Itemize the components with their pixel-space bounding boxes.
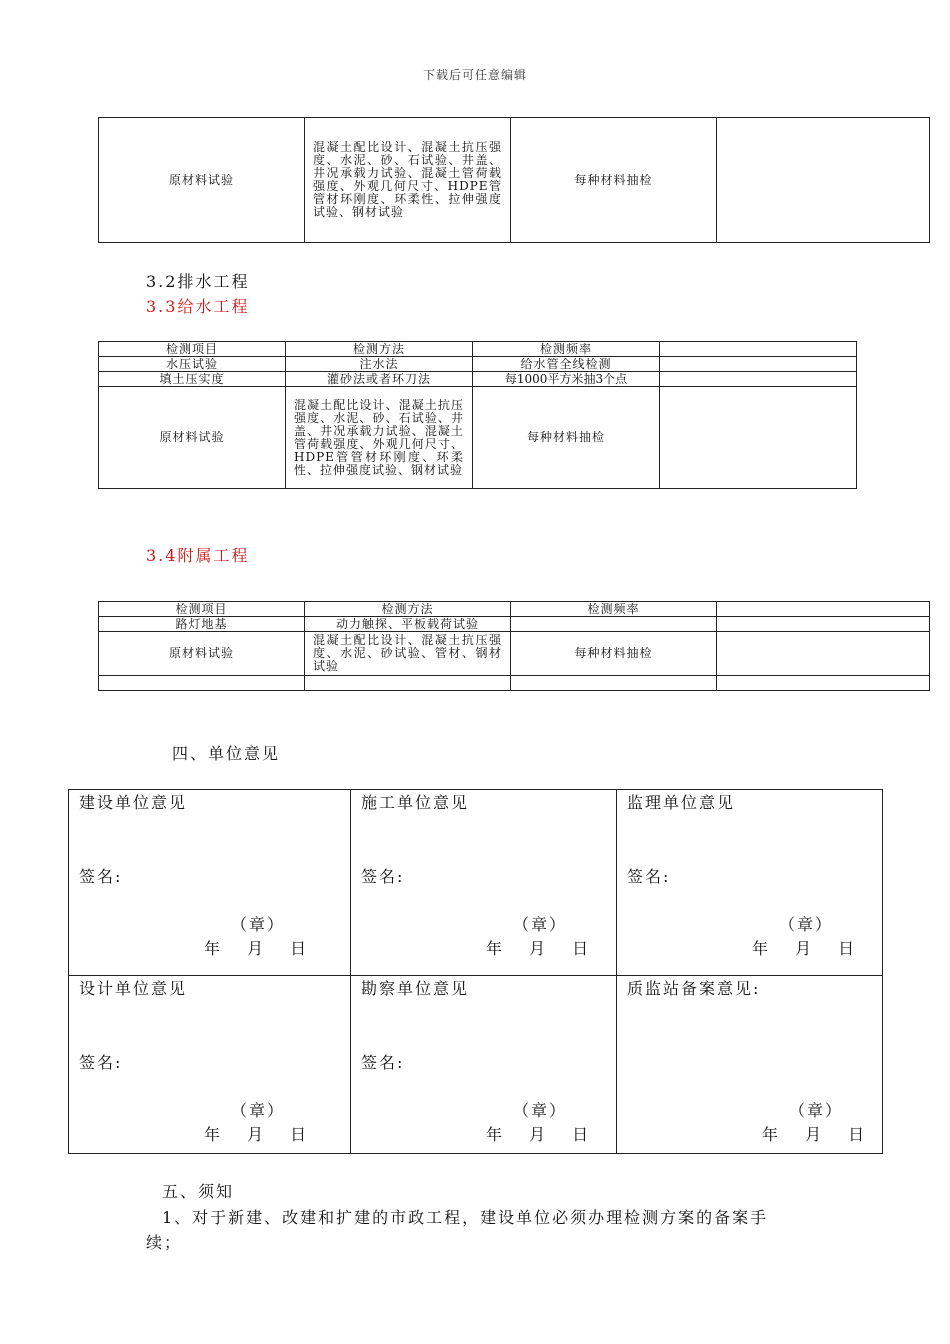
table-cell: 注水法	[286, 357, 473, 372]
opinion-cell-design	[69, 976, 351, 1154]
opinion-cell-supervisor	[617, 790, 883, 976]
table-cell	[99, 676, 305, 691]
table-cell	[717, 632, 930, 676]
section-heading-drainage: 3.2排水工程	[146, 272, 250, 291]
column-header: 检测方法	[305, 602, 511, 617]
notice-item-1-continued: 续；	[146, 1233, 183, 1252]
opinion-cell-contractor	[351, 790, 617, 976]
date-label: 年 月 日	[204, 939, 309, 958]
opinion-title: 质监站备案意见:	[627, 979, 761, 998]
table-cell: 混凝土配比设计、混凝土抗压强度、水泥、砂、石试验、井盖、井况承载力试验、混凝土管荷载强度、外观几何尺寸、HDPE管管材环刚度、环柔性、拉伸强度试验、钢材试验	[286, 387, 473, 489]
table-row	[69, 790, 883, 976]
opinion-title: 设计单位意见	[79, 979, 188, 998]
table-row	[99, 357, 857, 372]
table-header-row	[99, 342, 857, 357]
opinion-title: 建设单位意见	[79, 793, 188, 812]
section-heading-notice: 五、须知	[162, 1182, 235, 1201]
table-cell: 混凝土配比设计、混凝土抗压强度、水泥、砂、石试验、井盖、井况承载力试验、混凝土管荷载强度、外观几何尺寸、HDPE管管材环刚度、环柔性、拉伸强度试验、钢材试验	[305, 118, 511, 243]
table-cell	[660, 387, 857, 489]
column-header: 检测项目	[99, 602, 305, 617]
table-cell	[717, 676, 930, 691]
table-cell	[511, 617, 717, 632]
date-label: 年 月 日	[752, 939, 857, 958]
ancillary-table	[98, 601, 930, 691]
table-cell: 水压试验	[99, 357, 286, 372]
date-label: 年 月 日	[486, 1125, 591, 1144]
table-row	[99, 617, 930, 632]
date-label: 年 月 日	[762, 1125, 867, 1144]
seal-label: （章）	[231, 915, 286, 934]
opinions-table	[68, 789, 883, 1154]
seal-label: （章）	[779, 915, 834, 934]
table-cell: 给水管全线检测	[473, 357, 660, 372]
table-header-row	[99, 602, 930, 617]
table-cell: 原材料试验	[99, 118, 305, 243]
column-header: 检测方法	[286, 342, 473, 357]
page-header: 下载后可任意编辑	[422, 68, 527, 82]
table-cell: 每种材料抽检	[511, 118, 717, 243]
table-cell	[511, 676, 717, 691]
table-cell	[660, 372, 857, 387]
table-row	[99, 676, 930, 691]
table-cell	[660, 357, 857, 372]
table-row	[99, 118, 930, 243]
column-header	[717, 602, 930, 617]
opinion-title: 监理单位意见	[627, 793, 736, 812]
table-cell: 每1000平方米抽3个点	[473, 372, 660, 387]
opinion-cell-quality-station	[617, 976, 883, 1154]
table-cell	[717, 118, 930, 243]
table-cell: 原材料试验	[99, 632, 305, 676]
opinion-cell-survey	[351, 976, 617, 1154]
signature-label: 签名:	[79, 1053, 123, 1072]
table-cell: 路灯地基	[99, 617, 305, 632]
table-cell: 每种材料抽检	[473, 387, 660, 489]
seal-label: （章）	[513, 915, 568, 934]
table-row	[69, 976, 883, 1154]
column-header: 检测项目	[99, 342, 286, 357]
opinion-title: 勘察单位意见	[361, 979, 470, 998]
table-row	[99, 372, 857, 387]
notice-item-1: 1、对于新建、改建和扩建的市政工程，建设单位必须办理检测方案的备案手	[162, 1208, 769, 1227]
signature-label: 签名:	[627, 867, 671, 886]
date-label: 年 月 日	[486, 939, 591, 958]
signature-label: 签名:	[361, 867, 405, 886]
opinion-title: 施工单位意见	[361, 793, 470, 812]
column-header: 检测频率	[473, 342, 660, 357]
opinion-cell-construction	[69, 790, 351, 976]
column-header	[660, 342, 857, 357]
section-heading-ancillary: 3.4附属工程	[146, 546, 250, 565]
seal-label: （章）	[513, 1101, 568, 1120]
table-cell: 动力触探、平板载荷试验	[305, 617, 511, 632]
section-heading-opinions: 四、单位意见	[172, 744, 281, 763]
signature-label: 签名:	[79, 867, 123, 886]
table-cell	[305, 676, 511, 691]
seal-label: （章）	[789, 1101, 844, 1120]
table-cell: 原材料试验	[99, 387, 286, 489]
signature-label: 签名:	[361, 1053, 405, 1072]
seal-label: （章）	[231, 1101, 286, 1120]
table-cell: 灌砂法或者环刀法	[286, 372, 473, 387]
water-supply-table	[98, 341, 857, 489]
section-heading-water-supply: 3.3给水工程	[146, 297, 250, 316]
table-cell: 每种材料抽检	[511, 632, 717, 676]
table-cell: 填土压实度	[99, 372, 286, 387]
table-cell: 混凝土配比设计、混凝土抗压强度、水泥、砂试验、管材、钢材试验	[305, 632, 511, 676]
date-label: 年 月 日	[204, 1125, 309, 1144]
table-row	[99, 632, 930, 676]
drainage-table-continued	[98, 117, 930, 243]
table-cell	[717, 617, 930, 632]
table-row	[99, 387, 857, 489]
column-header: 检测频率	[511, 602, 717, 617]
